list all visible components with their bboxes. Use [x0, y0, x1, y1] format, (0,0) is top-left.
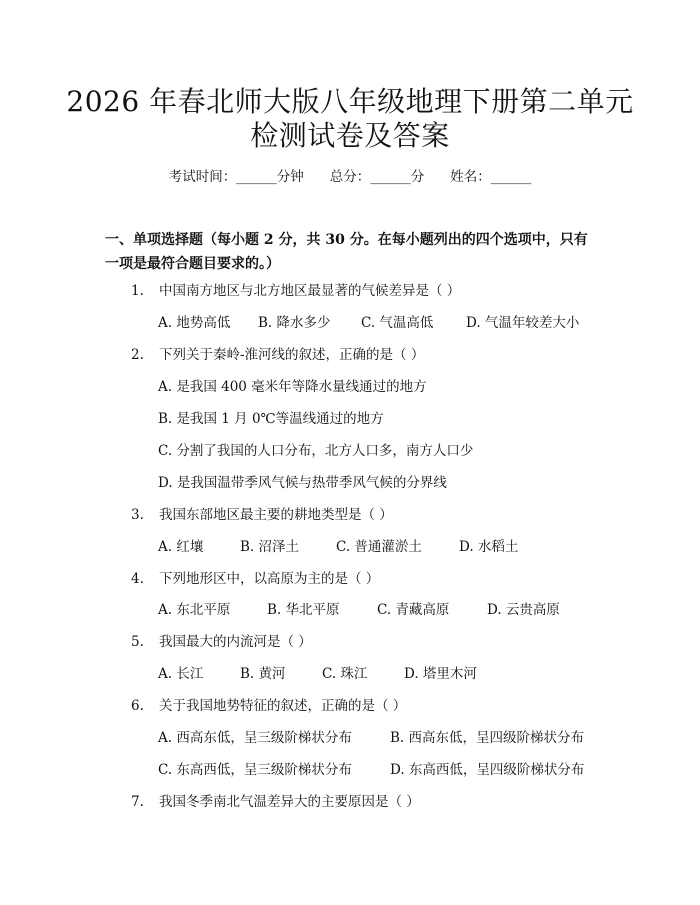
question-number: 4.: [131, 571, 144, 587]
option-5d: D. 塔里木河: [404, 666, 477, 682]
option-5c: C. 珠江: [322, 666, 368, 682]
question-4: [131, 570, 601, 588]
meta-time: 考试时间：______分钟: [168, 169, 304, 185]
question-number: 3.: [131, 507, 144, 523]
option-4a: A. 东北平原: [158, 602, 231, 618]
question-number: 6.: [131, 698, 144, 714]
option-2a: A. 是我国 400 毫米年等降水量线通过的地方: [158, 379, 427, 395]
question-number: 1.: [131, 283, 144, 299]
option-5b: B. 黄河: [240, 666, 286, 682]
option-6d: D. 东高西低，呈四级阶梯状分布: [390, 762, 585, 778]
option-3b: B. 沼泽土: [240, 539, 300, 555]
question-text: 关于我国地势特征的叙述，正确的是（ ）: [159, 698, 407, 714]
option-1b: B. 降水多少: [258, 315, 331, 331]
question-text: 中国南方地区与北方地区最显著的气候差异是（ ）: [159, 283, 461, 299]
option-2d: D. 是我国温带季风气候与热带季风气候的分界线: [158, 475, 447, 491]
question-2: [131, 346, 601, 364]
question-text: 下列地形区中，以高原为主的是（ ）: [159, 571, 380, 587]
option-6b: B. 西高东低，呈四级阶梯状分布: [390, 730, 585, 746]
question-text: 我国东部地区最主要的耕地类型是（ ）: [159, 507, 393, 523]
option-4b: B. 华北平原: [267, 602, 340, 618]
question-text: 下列关于秦岭-淮河线的叙述，正确的是（ ）: [159, 347, 425, 363]
option-6c: C. 东高西低，呈三级阶梯状分布: [158, 762, 352, 778]
option-2c: C. 分割了我国的人口分布，北方人口多，南方人口少: [158, 443, 474, 459]
option-1c: C. 气温高低: [361, 315, 434, 331]
question-1: [131, 282, 601, 300]
option-2b: B. 是我国 1 月 0℃等温线通过的地方: [158, 411, 384, 427]
question-text: 我国冬季南北气温差异大的主要原因是（ ）: [159, 794, 420, 810]
question-5: [131, 633, 601, 651]
option-5a: A. 长江: [158, 666, 204, 682]
option-4d: D. 云贵高原: [487, 602, 560, 618]
question-text: 我国最大的内流河是（ ）: [159, 634, 312, 650]
question-7: [131, 793, 601, 811]
question-number: 5.: [131, 634, 144, 650]
option-1a: A. 地势高低: [158, 315, 231, 331]
question-6: [131, 697, 601, 715]
option-4c: C. 青藏高原: [377, 602, 450, 618]
option-3d: D. 水稻土: [459, 539, 519, 555]
doc-title-line2: 检测试卷及答案: [250, 119, 450, 152]
meta-name: 姓名：______: [450, 169, 532, 185]
option-3a: A. 红壤: [158, 539, 204, 555]
question-3: [131, 506, 601, 524]
section-heading: 一、单项选择题（每小题 2 分，共 30 分。在每小题列出的四个选项中，只有一项是最符合题目要求的。）: [105, 232, 588, 272]
option-1d: D. 气温年较差大小: [466, 315, 580, 331]
doc-title-line1: 2026 年春北师大版八年级地理下册第二单元: [66, 85, 634, 118]
exam-meta: [0, 168, 700, 186]
meta-score: 总分：______分: [329, 169, 425, 185]
option-6a: A. 西高东低，呈三级阶梯状分布: [158, 730, 352, 746]
question-number: 2.: [131, 347, 144, 363]
question-number: 7.: [131, 794, 144, 810]
option-3c: C. 普通灌淤土: [336, 539, 422, 555]
